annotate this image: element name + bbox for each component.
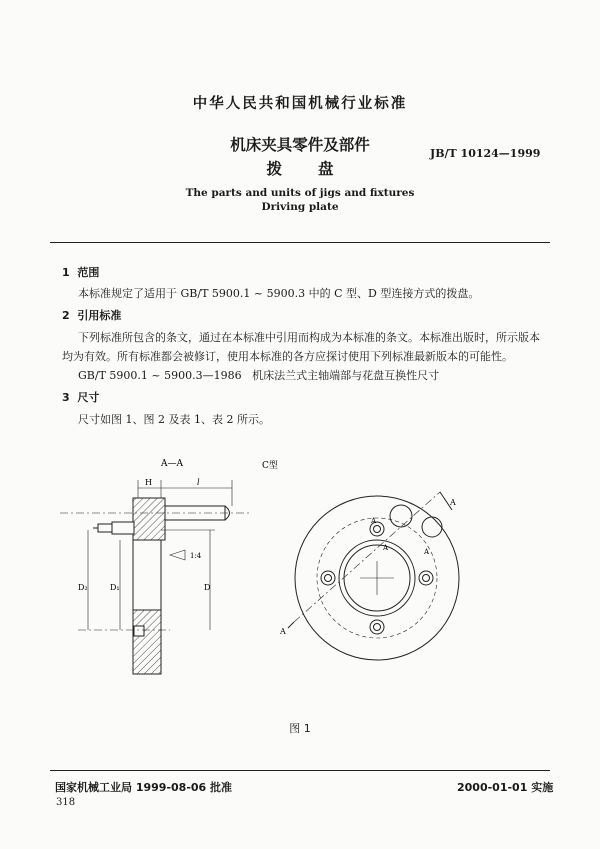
- section-2-reference: GB/T 5900.1 ~ 5900.3—1986 机床法兰式主轴端部与花盘互换性尺寸: [78, 369, 440, 382]
- approval-line: 国家机械工业局 1999-08-06 批准: [55, 781, 233, 794]
- section-1-paragraph: 本标准规定了适用于 GB/T 5900.1 ~ 5900.3 中的 C 型、D 型连接方式的拨盘。: [78, 287, 480, 300]
- standard-number: JB/T 10124—1999: [430, 147, 541, 160]
- effective-date: 2000-01-01 实施: [457, 781, 554, 794]
- header-rule: [50, 242, 550, 243]
- figure-1-drawing: [0, 450, 600, 710]
- section-1-number: 1: [62, 266, 70, 279]
- section-mark-lower: A: [280, 627, 286, 636]
- taper-label: 1:4: [190, 552, 202, 560]
- dim-l-label: l: [197, 478, 200, 487]
- section-mark-right: A: [424, 548, 430, 556]
- footer-rule: [50, 770, 550, 771]
- section-3-heading: [62, 389, 99, 405]
- dim-D-label: D: [204, 583, 211, 592]
- section-2-heading: [62, 307, 121, 323]
- section-2-paragraph-line1: 下列标准所包含的条文，通过在本标准中引用而构成为本标准的条文。本标准出版时，所示版本: [78, 331, 540, 344]
- section-2-title: 引用标准: [77, 309, 122, 322]
- dim-D2-label: D₂: [78, 583, 88, 592]
- section-3-number: 3: [62, 391, 70, 404]
- section-mark-upper: A: [450, 498, 456, 507]
- type-c-label: C型: [262, 461, 278, 471]
- dim-H-label: H: [145, 478, 152, 487]
- title-chinese-line1: 机床夹具零件及部件: [230, 136, 370, 154]
- section-1-heading: [62, 264, 99, 280]
- section-2-number: 2: [62, 309, 70, 322]
- title-english-line2: Driving plate: [261, 201, 339, 213]
- title-chinese-line2: 拨盘: [266, 160, 370, 178]
- figure-1-caption: 图 1: [289, 722, 311, 735]
- issuing-body-heading: 中华人民共和国机械行业标准: [192, 96, 408, 112]
- section-mark-center: A: [383, 544, 389, 552]
- section-mark-hole: A: [371, 517, 377, 525]
- section-view-label: A—A: [161, 459, 183, 469]
- dim-D1-label: D₁: [110, 583, 120, 592]
- section-2-paragraph-line2: 均为有效。所有标准都会被修订，使用本标准的各方应探讨使用下列标准最新版本的可能性。: [62, 350, 513, 363]
- section-3-title: 尺寸: [77, 391, 100, 404]
- section-1-title: 范围: [77, 266, 100, 279]
- section-3-paragraph: 尺寸如图 1、图 2 及表 1、表 2 所示。: [78, 413, 270, 426]
- title-english-line1: The parts and units of jigs and fixtures: [185, 187, 415, 199]
- section-view: [60, 480, 250, 674]
- page-number: 318: [56, 797, 76, 808]
